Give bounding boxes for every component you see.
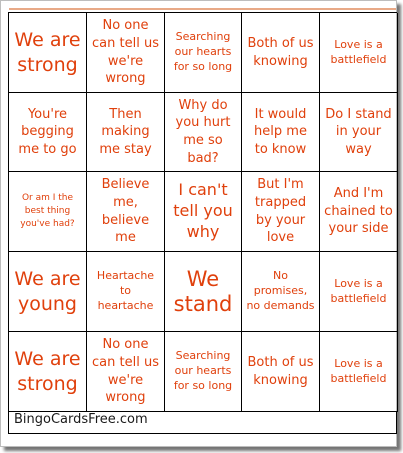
cell-text: It would help me to know	[254, 106, 307, 157]
cell-text: Or am I the best thing you've had?	[20, 192, 75, 230]
cell-text: We are strong	[14, 28, 81, 76]
cell-text: Heartache to heartache	[96, 269, 155, 312]
bingo-cell-r1c1[interactable]	[9, 13, 87, 93]
cell-text: Why do you hurt me so bad?	[175, 97, 231, 166]
cell-text: But I'm trapped by your love	[254, 177, 307, 246]
bingo-cell-r3c3[interactable]	[165, 172, 242, 252]
cell-text: Love is a battlefield	[330, 276, 387, 305]
bingo-cell-r1c3[interactable]	[165, 13, 242, 93]
bingo-cell-r3c4[interactable]	[242, 172, 320, 252]
bingo-cell-r2c3[interactable]	[165, 93, 242, 172]
cell-text: We stand	[173, 267, 233, 316]
cell-text: We are strong	[14, 347, 81, 395]
cell-text: Love is a battlefield	[330, 356, 387, 385]
bingo-cell-r1c2[interactable]	[87, 13, 165, 93]
cell-text: We are young	[14, 267, 81, 315]
cell-text: Searching our hearts for so long	[173, 349, 233, 392]
bingo-cell-r1c4[interactable]	[242, 13, 320, 93]
bingo-cell-r5c3[interactable]	[165, 332, 242, 412]
bingo-cell-r3c5[interactable]	[320, 172, 398, 252]
bingo-cell-r3c1[interactable]	[9, 172, 87, 252]
bingo-cell-free[interactable]	[165, 252, 242, 332]
cell-text: Both of us knowing	[247, 35, 314, 69]
cell-text: Believe me, believe me	[101, 177, 150, 246]
top-rule	[9, 8, 396, 10]
cell-text: You're begging me to go	[18, 106, 77, 157]
cell-text: No promises, no demands	[246, 269, 315, 312]
bingo-cell-r3c2[interactable]	[87, 172, 165, 252]
cell-text: Love is a battlefield	[330, 37, 387, 66]
bingo-cell-r4c2[interactable]	[87, 252, 165, 332]
cell-text: Then making me stay	[99, 106, 152, 157]
bingo-cell-r2c4[interactable]	[242, 93, 320, 172]
bingo-cell-r1c5[interactable]	[320, 13, 398, 93]
cell-text: Do I stand in your way	[325, 106, 392, 157]
bingo-grid	[8, 12, 397, 411]
bingo-cell-r2c1[interactable]	[9, 93, 87, 172]
bingo-cell-r2c2[interactable]	[87, 93, 165, 172]
cell-text: Searching our hearts for so long	[173, 30, 233, 73]
bingo-cell-r4c1[interactable]	[9, 252, 87, 332]
bingo-cell-r5c1[interactable]	[9, 332, 87, 412]
cell-text: No one can tell us we're wrong	[92, 18, 159, 87]
cell-text: No one can tell us we're wrong	[92, 337, 159, 406]
cell-text: And I'm chained to your side	[324, 186, 393, 237]
cell-text: I can't tell you why	[173, 180, 233, 241]
site-name: BingoCardsFree.com	[14, 412, 148, 427]
bingo-cell-r4c5[interactable]	[320, 252, 398, 332]
card-footer	[8, 411, 397, 434]
bingo-cell-r5c2[interactable]	[87, 332, 165, 412]
cell-text: Both of us knowing	[247, 354, 314, 388]
bingo-cell-r2c5[interactable]	[320, 93, 398, 172]
bingo-cell-r5c4[interactable]	[242, 332, 320, 412]
bingo-cell-r4c4[interactable]	[242, 252, 320, 332]
bingo-cell-r5c5[interactable]	[320, 332, 398, 412]
